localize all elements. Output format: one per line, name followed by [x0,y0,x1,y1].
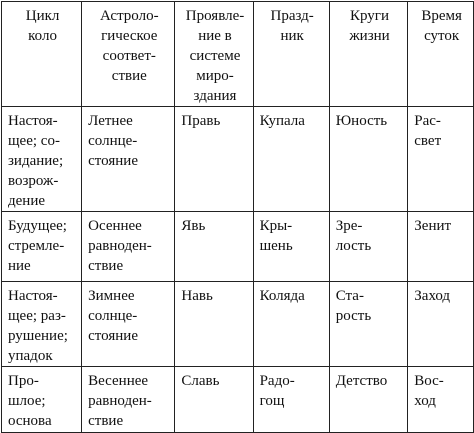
cell-time-of-day: Рас- свет [408,107,474,212]
table-header-row [2,2,474,107]
header-cycle: Цикл коло [2,2,82,107]
table-row [2,212,474,282]
cell-manifestation: Навь [175,282,253,367]
cell-life-circle: Детство [329,367,408,433]
cell-life-circle: Юность [329,107,408,212]
cell-astrological: Осеннее равноден- ствие [82,212,175,282]
header-astrological: Астроло- гическое соответ- ствие [82,2,175,107]
header-holiday: Празд- ник [253,2,329,107]
table-row [2,367,474,433]
header-life-circles: Круги жизни [329,2,408,107]
cell-cycle: Будущее; стремле- ние [2,212,82,282]
correspondence-table [1,1,474,433]
cell-holiday: Купала [253,107,329,212]
cell-manifestation: Правь [175,107,253,212]
header-time-of-day: Время суток [408,2,474,107]
cell-holiday: Радо- гощ [253,367,329,433]
cell-time-of-day: Заход [408,282,474,367]
cell-holiday: Кры- шень [253,212,329,282]
cell-manifestation: Славь [175,367,253,433]
cell-astrological: Летнее солнце- стояние [82,107,175,212]
cell-life-circle: Ста- рость [329,282,408,367]
header-manifestation: Проявле- ние в системе миро- здания [175,2,253,107]
cell-cycle: Про- шлое; основа [2,367,82,433]
cell-time-of-day: Вос- ход [408,367,474,433]
cell-life-circle: Зре- лость [329,212,408,282]
table-row [2,107,474,212]
cell-cycle: Настоя- щее; раз- рушение; упадок [2,282,82,367]
cell-time-of-day: Зенит [408,212,474,282]
cell-manifestation: Явь [175,212,253,282]
cell-astrological: Весеннее равноден- ствие [82,367,175,433]
cell-holiday: Коляда [253,282,329,367]
cell-astrological: Зимнее солнце- стояние [82,282,175,367]
cell-cycle: Настоя- щее; со- зидание; возрож- дение [2,107,82,212]
table-row [2,282,474,367]
